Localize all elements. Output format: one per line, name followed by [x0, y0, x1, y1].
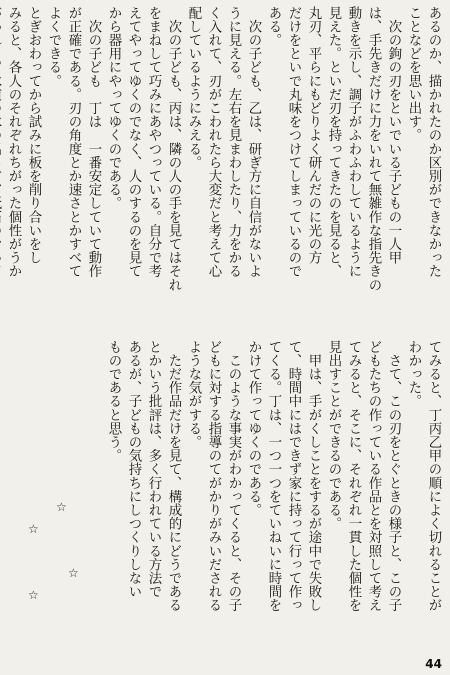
text-column: をまねして巧みにあやつっている。自分で考: [146, 6, 161, 278]
text-column: てくる。丁は、一つ一つをていねいに時間を: [266, 340, 281, 612]
star-icon: ☆: [28, 522, 39, 536]
text-column: さて、この刃をとぐときの様子と、この子: [386, 340, 401, 612]
text-column: 見出すことができるのである。: [326, 340, 341, 531]
page-number: 44: [425, 657, 442, 671]
text-column: てみると、そこに、それぞれ一貫した個性を: [346, 340, 361, 612]
text-column: く入れて、刃がこわれたら大変だと考えて心: [206, 6, 221, 278]
text-column: だけをといで丸味をつけてしまっているので: [286, 6, 301, 278]
text-column: 次の子ども 丁は 一番安定していて動作: [86, 6, 101, 278]
text-column: は、手先きだけに力をいれて無雑作な指先きの: [366, 6, 381, 292]
text-column: [0, 6, 3, 328]
text-column: 丸刃、平らにもどりよく研んだのに光の方: [306, 6, 321, 265]
text-column: かけて作ってゆくのである。: [246, 340, 261, 517]
star-icon: ☆: [68, 566, 79, 580]
text-column: みると、各人のそれぞれちがった個性がうか: [6, 6, 21, 278]
text-column: から器用にやってゆくのである。: [106, 6, 121, 210]
text-column: 甲は、手がくしことをするが途中で失敗し: [306, 340, 321, 612]
upper-right-text-block: [0, 6, 443, 328]
text-column: 次の鉤の刃をといでいる子どもの一人甲: [386, 6, 401, 265]
text-column: 見えた。といだ刃を持ってきたのを見ると、: [326, 6, 341, 278]
text-column: えてやってゆくのでなく、人のするのを見て: [126, 6, 141, 278]
text-column: ただ作品だけを見て、構成的にどうである: [166, 340, 181, 612]
text-column: うに見える。左右を見まわしたり、力をかる: [226, 6, 241, 278]
text-column: 次の子ども、丙は、隣の人の手を見てはそれ: [166, 6, 181, 292]
text-column: どもたちの作っている作品とを対照して考え: [366, 340, 381, 612]
lower-text-block: [103, 340, 443, 632]
text-column: どもに対する指導のてがかりがみいだされる: [206, 340, 221, 612]
text-column: ある。: [266, 6, 281, 47]
text-column: ものであると思う。: [106, 340, 121, 463]
text-column: とかいう批評は、多く行われている方法で: [146, 340, 161, 599]
text-column: が正確である。刃の角度とか速さとかすべて: [66, 6, 81, 278]
text-column: とぎおわってから試みに板を削り合いをし: [26, 6, 41, 265]
text-column: あるが、子どもの気持ちにしつくりしない: [126, 340, 141, 599]
text-column: てみると、丁丙乙甲の順によく切れることが: [426, 340, 441, 612]
text-column: 動きを示し、調子がふわふわしているように: [346, 6, 361, 278]
text-column: て、時間中にはできず家に持って行って作っ: [286, 340, 301, 612]
text-column: ような気がする。: [186, 340, 201, 449]
text-column: このような事実がわかってくると、その子: [226, 340, 241, 612]
star-icon: ☆: [28, 588, 39, 602]
text-column: 次の子ども、乙は、研ぎ方に自信がないよ: [246, 6, 261, 278]
text-column: あるのか、描かれたのか区別ができなかった: [426, 6, 441, 278]
text-column: わかった。: [406, 340, 421, 408]
star-icon: ☆: [56, 500, 67, 514]
text-column: よくできる。: [46, 6, 61, 88]
text-column: ことなどを思い出す。: [406, 6, 421, 142]
text-column: 配しているようにみえる。: [186, 6, 201, 170]
